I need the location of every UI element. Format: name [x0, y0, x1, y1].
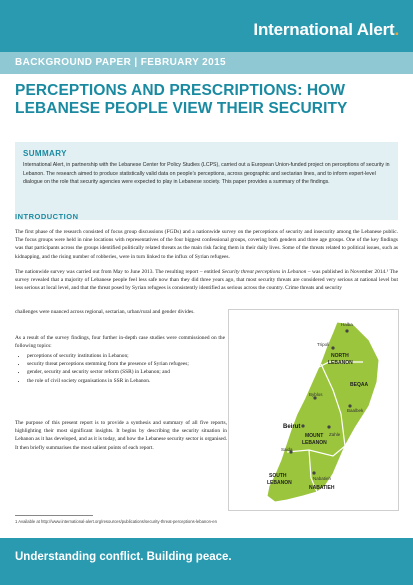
footnote: 1 Available at http://www.international-alert.org/resources/publications/security-threat-perceptions-lebanon-en	[15, 519, 217, 524]
logo: International Alert.	[253, 20, 399, 39]
case-study-list	[15, 352, 239, 385]
paper-type-label: BACKGROUND PAPER | FEBRUARY 2015	[15, 57, 227, 68]
region-label-south-1: SOUTH	[269, 473, 287, 479]
city-label-halba: Halba	[341, 322, 353, 327]
city-marker	[312, 471, 315, 474]
intro-paragraph-2-cont: challenges were nuanced across regional, sectarian, urban/rural and gender divides.	[15, 309, 195, 315]
summary-heading: SUMMARY	[23, 149, 67, 158]
intro-paragraph-3: As a result of the survey findings, four further in-depth case studies were commissioned on the following topics:	[15, 335, 225, 350]
lebanon-map-svg	[229, 310, 398, 510]
city-marker	[301, 424, 304, 427]
region-label-mount-2: LEBANON	[302, 440, 327, 446]
summary-text: International Alert, in partnership with the Lebanese Center for Policy Studies (LCPS), carried out a European Union-funded project on perceptions of security in Lebanon. The research aimed to produce statistically valid data on people’s perceptions, across geographic and sectarian lines, and to inform expert-level dialogue on the role that security agencies were expected to play in Lebanese society. This paper provides a summary of the findings.	[23, 162, 390, 185]
intro-paragraph-2: The nationwide survey was carried out from May to June 2013. The resulting report – entitled Security threat perceptions in Lebanon – was published in November 2014.¹ The survey revealed that a majority of Lebanese people feel less safe now than they did three years ago, that most security threats are considered very serious at national level but less serious at local level, and that the threat posed by Syrian refugees is consistently identified as serious across the country. Crime threats and security	[15, 269, 399, 292]
list-item: • security threat perceptions stemming from the presence of Syrian refugees;	[27, 360, 239, 368]
city-marker	[345, 329, 348, 332]
region-label-beqaa: BEQAA	[350, 382, 369, 388]
region-label-north	[331, 353, 349, 359]
city-label-byblos: Byblos	[309, 392, 323, 397]
lebanon-map	[228, 309, 399, 511]
intro-paragraph-1: The first phase of the research consisted of focus group discussions (FGDs) and a nationwide survey on the perceptions of security and insecurity among the Lebanese public. The focus groups were held in nine locations with representatives of the four biggest confessional groups, covering both genders and three age groups. One of the key findings was that participants across the groups identified politically related threats as the main risk facing them in their daily lives. Some of the threats related to political issues, such as kidnapping, and the rising number of robberies, were in turn linked to the influx of Syrian refugees.	[15, 229, 398, 260]
city-marker	[327, 425, 330, 428]
region-label-south-2: LEBANON	[267, 480, 292, 486]
region-label-mount-1: MOUNT	[305, 433, 324, 439]
footer-bar	[0, 538, 413, 585]
list-item: • gender, security and security sector reform (SSR) in Lebanon; and	[27, 368, 239, 376]
city-marker	[331, 346, 334, 349]
region-label-nabatieh: NABATIEH	[309, 485, 335, 491]
introduction-heading: INTRODUCTION	[15, 212, 79, 221]
north-label-line: NORTH	[331, 353, 349, 359]
city-label-beirut: Beirut	[283, 424, 301, 430]
intro-paragraph-4: The purpose of this present report is to provide a synthesis and summary of all five reports, highlighting their most significant insights. It begins by describing the security situation in Lebanon as it has developed, and as it is today, and how the Lebanese security sector is organised. It then briefly summarises the most salient points of each report.	[15, 420, 227, 451]
paper-type-bar	[0, 52, 413, 74]
city-label-nabatieh: Nabatieh	[313, 476, 332, 481]
page-title: PERCEPTIONS AND PRESCRIPTIONS: HOW LEBANESE PEOPLE VIEW THEIR SECURITY	[15, 82, 348, 117]
list-item: • the role of civil society organisations in SSR in Lebanon.	[27, 377, 239, 385]
region-label-north-2: LEBANON	[328, 360, 353, 366]
summary-box	[15, 142, 398, 220]
footer-tagline: Understanding conflict. Building peace.	[15, 551, 232, 563]
footnote-divider	[15, 515, 93, 516]
list-item: • perceptions of security institutions in Lebanon;	[27, 352, 239, 360]
city-label-baalbek: Baalbek	[347, 408, 364, 413]
city-label-saida: Saida	[281, 447, 293, 452]
city-label-zahle: Zahle	[329, 432, 341, 437]
city-label-tripoli: Tripoli	[317, 342, 330, 347]
header-bar	[0, 0, 413, 52]
